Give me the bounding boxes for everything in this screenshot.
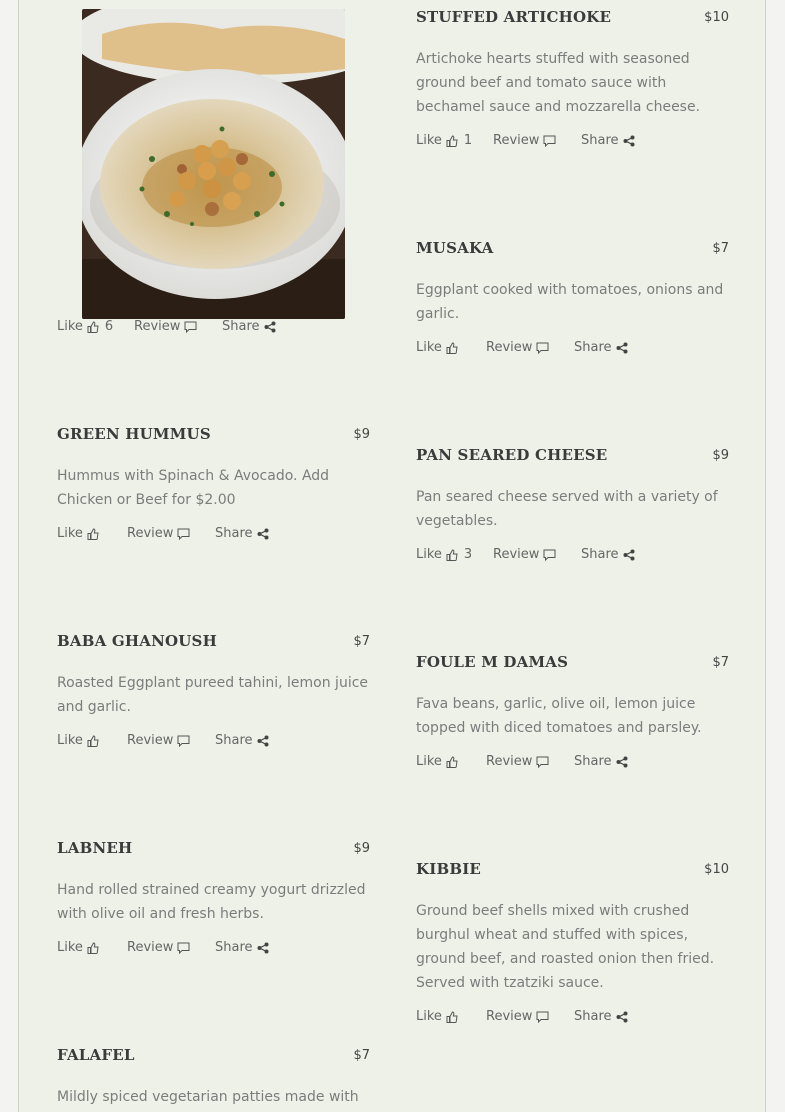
like-button[interactable]: Like bbox=[57, 940, 99, 955]
review-button[interactable]: Review bbox=[127, 733, 190, 748]
like-count: 1 bbox=[463, 133, 473, 148]
review-button[interactable]: Review bbox=[486, 754, 549, 769]
menu-item-header bbox=[416, 653, 729, 675]
like-button[interactable]: Like bbox=[416, 1009, 458, 1024]
menu-item-header bbox=[57, 632, 370, 654]
share-icon bbox=[616, 342, 628, 354]
share-button[interactable]: Share bbox=[581, 547, 635, 562]
menu-item-name: PAN SEARED CHEESE bbox=[416, 446, 608, 464]
comment-icon bbox=[536, 1011, 549, 1023]
thumbs-up-icon bbox=[87, 321, 99, 333]
menu-item-description: Fava beans, garlic, olive oil, lemon juice topped with diced tomatoes and parsley. bbox=[416, 696, 702, 736]
menu-item bbox=[416, 8, 729, 119]
thumbs-up-icon bbox=[446, 135, 458, 147]
like-button[interactable]: Like bbox=[416, 754, 458, 769]
menu-item-header bbox=[416, 8, 729, 30]
thumbs-up-icon bbox=[87, 942, 99, 954]
thumbs-up-icon bbox=[87, 735, 99, 747]
menu-item bbox=[416, 860, 729, 995]
menu-item-actions bbox=[416, 754, 676, 772]
menu-item-actions bbox=[57, 526, 317, 544]
share-button[interactable]: Share bbox=[574, 340, 628, 355]
menu-item-header bbox=[57, 1046, 370, 1068]
menu-item bbox=[57, 839, 370, 926]
like-count: 3 bbox=[463, 547, 473, 562]
menu-item-name: FALAFEL bbox=[57, 1046, 135, 1064]
thumbs-up-icon bbox=[87, 528, 99, 540]
menu-item-price: $7 bbox=[712, 241, 729, 256]
menu-item-price: $9 bbox=[712, 448, 729, 463]
menu-item-header bbox=[57, 839, 370, 861]
menu-item-price: $7 bbox=[353, 634, 370, 649]
like-button[interactable]: Like 6 bbox=[57, 319, 114, 334]
comment-icon bbox=[536, 342, 549, 354]
menu-item-description: Artichoke hearts stuffed with seasoned ground beef and tomato sauce with bechamel sauce and mozzarella cheese. bbox=[416, 51, 701, 115]
menu-item bbox=[416, 446, 729, 533]
like-button[interactable]: Like bbox=[416, 340, 458, 355]
menu-item-description: Ground beef shells mixed with crushed burghul wheat and stuffed with spices, ground beef, and roasted onion then fried. Served with tzatziki sauce. bbox=[416, 903, 715, 991]
menu-item-name: LABNEH bbox=[57, 839, 133, 857]
like-button[interactable]: Like 3 bbox=[416, 547, 473, 562]
menu-item-name: FOULE M DAMAS bbox=[416, 653, 569, 671]
menu-item-header bbox=[416, 860, 729, 882]
menu-item-actions bbox=[416, 340, 676, 358]
menu-item-price: $9 bbox=[353, 841, 370, 856]
share-icon bbox=[616, 1011, 628, 1023]
menu-item-header bbox=[57, 425, 370, 447]
share-button[interactable]: Share bbox=[215, 940, 269, 955]
review-button[interactable]: Review bbox=[127, 940, 190, 955]
menu-item-actions bbox=[57, 940, 317, 958]
menu-item-price: $9 bbox=[353, 427, 370, 442]
menu-item-name: BABA GHANOUSH bbox=[57, 632, 217, 650]
comment-icon bbox=[177, 735, 190, 747]
share-button[interactable]: Share bbox=[574, 1009, 628, 1024]
comment-icon bbox=[184, 321, 197, 333]
share-icon bbox=[616, 756, 628, 768]
menu-item bbox=[57, 425, 370, 512]
menu-item-description: Pan seared cheese served with a variety of vegetables. bbox=[416, 489, 718, 529]
menu-item-header bbox=[416, 446, 729, 468]
thumbs-up-icon bbox=[446, 549, 458, 561]
share-button[interactable]: Share bbox=[581, 133, 635, 148]
menu-item-name: STUFFED ARTICHOKE bbox=[416, 8, 612, 26]
menu-item-actions bbox=[416, 1009, 676, 1027]
menu-item bbox=[416, 239, 729, 326]
menu-item-description: Hummus with Spinach & Avocado. Add Chicken or Beef for $2.00 bbox=[57, 468, 330, 508]
review-button[interactable]: Review bbox=[127, 526, 190, 541]
menu-item-description: Mildly spiced vegetarian patties made with bbox=[57, 1089, 359, 1105]
share-icon bbox=[623, 549, 635, 561]
comment-icon bbox=[543, 135, 556, 147]
thumbs-up-icon bbox=[446, 1011, 458, 1023]
share-icon bbox=[623, 135, 635, 147]
thumbs-up-icon bbox=[446, 756, 458, 768]
menu-item-header bbox=[416, 239, 729, 261]
share-icon bbox=[264, 321, 276, 333]
thumbs-up-icon bbox=[446, 342, 458, 354]
featured-actions bbox=[57, 319, 317, 337]
review-button[interactable]: Review bbox=[134, 319, 197, 334]
menu-item bbox=[57, 632, 370, 719]
comment-icon bbox=[177, 942, 190, 954]
menu-item-price: $10 bbox=[704, 862, 729, 877]
menu-item-name: KIBBIE bbox=[416, 860, 482, 878]
menu-item-actions bbox=[416, 547, 676, 565]
hummus-photo[interactable] bbox=[82, 9, 345, 319]
menu-item-name: GREEN HUMMUS bbox=[57, 425, 211, 443]
share-button[interactable]: Share bbox=[215, 526, 269, 541]
share-button[interactable]: Share bbox=[215, 733, 269, 748]
like-button[interactable]: Like bbox=[57, 526, 99, 541]
menu-item bbox=[416, 653, 729, 740]
like-button[interactable]: Like bbox=[57, 733, 99, 748]
hummus-image bbox=[82, 9, 345, 319]
review-button[interactable]: Review bbox=[493, 133, 556, 148]
menu-item-description: Hand rolled strained creamy yogurt drizzled with olive oil and fresh herbs. bbox=[57, 882, 366, 922]
menu-item-name: MUSAKA bbox=[416, 239, 494, 257]
review-button[interactable]: Review bbox=[486, 1009, 549, 1024]
comment-icon bbox=[543, 549, 556, 561]
review-button[interactable]: Review bbox=[486, 340, 549, 355]
share-button[interactable]: Share bbox=[222, 319, 276, 334]
like-button[interactable]: Like 1 bbox=[416, 133, 473, 148]
share-icon bbox=[257, 942, 269, 954]
review-button[interactable]: Review bbox=[493, 547, 556, 562]
menu-item bbox=[57, 1046, 370, 1109]
share-button[interactable]: Share bbox=[574, 754, 628, 769]
menu-item-description: Roasted Eggplant pureed tahini, lemon juice and garlic. bbox=[57, 675, 369, 715]
menu-item-price: $7 bbox=[712, 655, 729, 670]
menu-item-actions bbox=[57, 733, 317, 751]
comment-icon bbox=[177, 528, 190, 540]
menu-item-actions bbox=[416, 133, 676, 151]
menu-item-price: $7 bbox=[353, 1048, 370, 1063]
share-icon bbox=[257, 528, 269, 540]
menu-item-price: $10 bbox=[704, 10, 729, 25]
share-icon bbox=[257, 735, 269, 747]
comment-icon bbox=[536, 756, 549, 768]
menu-item-description: Eggplant cooked with tomatoes, onions and garlic. bbox=[416, 282, 724, 322]
